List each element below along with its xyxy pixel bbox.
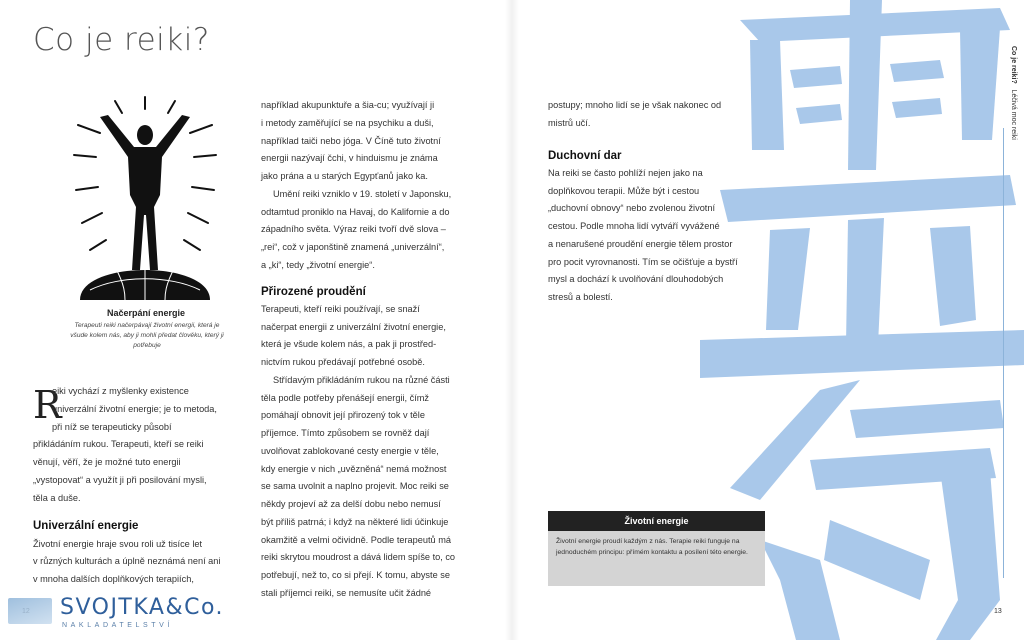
text-line: například akupunktuře a šia-cu; využívají ji	[261, 100, 435, 110]
info-box-text: Životní energie proudí každým z nás. Terapie reiki funguje na jednoduchém principu: přímém kontaktu a posílení této energie.	[556, 538, 748, 556]
text-line: univerzální životní energie; je to metoda,	[52, 403, 217, 414]
text-line: cestou. Podle mnoha lidí vytváří vyvážené	[548, 221, 720, 232]
energy-figure-illustration	[70, 95, 220, 300]
text-line: potřebují, než to, co si přejí. K tomu, abyste se	[261, 570, 450, 581]
text-line: „vystopovat“ a využít ji při posilování mysli,	[33, 474, 207, 485]
section-heading: Duchovní dar	[548, 149, 622, 162]
text-line: „duchovní obnovy“ nebo zvolenou životní	[548, 203, 716, 214]
text-line: okamžitě a velmi očividně. Podle terapeutů má	[261, 534, 451, 545]
text-line: stali příjemci reiki, se nemusíte učit žádné	[261, 587, 432, 598]
text-line: „rei“, což v japonštině znamená „univerzální“,	[261, 242, 445, 252]
text-line: v různých kulturách a úplně neznámá není ani	[33, 556, 221, 567]
text-line: reiki skrytou moudrost a dává lidem spíše to, co	[261, 552, 456, 563]
text-line: například taiči nebo jóga. V Číně tuto životní	[261, 135, 441, 146]
figure-caption-text: Terapeuti reiki načerpávají životní energii, která je všude kolem nás, aby ji mohli předat člověku, který ji potřebuje	[70, 322, 224, 350]
text-line: někdy projeví až za delší dobu nebo nemusí	[261, 499, 441, 510]
text-line: i metody zaměřující se na psychiku a duši,	[261, 117, 434, 128]
text-line: přikládáním rukou. Terapeuti, kteří se reiki	[33, 439, 204, 450]
publisher-logo-subtitle: NAKLADATELSTVÍ	[62, 622, 173, 629]
text-line: těla podle potřeby přenášejí energii, čímž	[261, 392, 430, 403]
text-line: věnují, věří, že je možné tuto energii	[33, 457, 181, 467]
text-line: Na reiki se často pohlíží nejen jako na	[548, 167, 703, 178]
text-line: Střídavým přikládáním rukou na různé části	[273, 374, 450, 385]
figure-caption-title: Načerpání energie	[106, 308, 186, 318]
text-line: Životní energie hraje svou roli už tisíce let	[33, 538, 203, 549]
page-title: Co je reiki?	[33, 22, 210, 58]
text-line: a „ki“, tedy „životní energie“.	[261, 259, 375, 270]
text-line: eiki vychází z myšlenky existence	[52, 386, 189, 396]
section-heading: Univerzální energie	[33, 520, 139, 533]
text-line: při níž se terapeuticky působí	[52, 421, 172, 432]
info-box-heading: Životní energie	[548, 511, 765, 531]
column-3	[548, 97, 768, 307]
text-line: energii nazývají čchi, v hinduismu je známa	[261, 153, 438, 164]
column-2	[261, 97, 486, 603]
info-box	[548, 531, 765, 586]
section-heading: Přirozené proudění	[261, 285, 366, 298]
text-line: a nenarušené proudění energie tělem prostor	[548, 238, 733, 249]
publisher-logo-mark	[8, 598, 52, 624]
text-line: mysl a dochází k uvolňování dlouhodobých	[548, 274, 724, 285]
publisher-logo	[8, 595, 225, 636]
column-1	[33, 383, 248, 589]
text-line: se sama uvolnit a naplno projevit. Moc reiki se	[261, 481, 449, 492]
drop-cap: R	[33, 383, 62, 427]
page-number-right: 13	[994, 608, 1002, 615]
text-line: doplňkovou terapii. Může být i cestou	[548, 185, 700, 196]
text-line: která je všude kolem nás, a pak ji prostřed-	[261, 339, 437, 350]
text-line: odtamtud proniklo na Havaj, do Kalifornie a do	[261, 206, 450, 217]
text-line: uvolňovat zablokované cesty energie v těle,	[261, 445, 439, 456]
text-line: v mnoha dalších doplňkových terapiích,	[33, 574, 194, 585]
text-line: příjemce. Tímto způsobem se rovněž dají	[261, 428, 430, 439]
text-line: postupy; mnoho lidí se je však nakonec od	[548, 100, 722, 110]
text-line: jako prána a u starých Egypťanů jako ka.	[261, 171, 428, 181]
book-gutter	[505, 0, 519, 640]
sidebar-rule	[1003, 128, 1004, 578]
text-line: pro pocit vyrovnanosti. Tím se očišťuje a bystří	[548, 256, 738, 267]
text-line: Terapeuti, kteří reiki používají, se snaží	[261, 303, 420, 314]
text-line: západního světa. Výraz reiki tvoří dvě slova –	[261, 224, 446, 235]
text-line: nictvím rukou předávají potřebné osobě.	[261, 357, 425, 368]
text-line: pomáhají obnovit její přirozený tok v těle	[261, 410, 425, 421]
text-line: načerpat energii z univerzální životní energie,	[261, 321, 446, 332]
text-line: Umění reiki vzniklo v 19. století v Japonsku,	[273, 188, 452, 199]
text-line: těla a duše.	[33, 492, 81, 503]
text-line: mistrů učí.	[548, 117, 591, 128]
text-line: být příliš patrná; i když na některé lidi účinkuje	[261, 516, 449, 527]
running-header	[1006, 46, 1018, 186]
text-line: kdy energie v nich „uvězněná“ nemá možnost	[261, 463, 447, 474]
publisher-logo-name: SVOJTKA&Co.	[60, 595, 225, 620]
text-line: stresů a bolestí.	[548, 292, 613, 303]
running-header-chapter: Co je reiki?	[1010, 46, 1017, 84]
running-header-book: Léčivá moc reiki	[1010, 89, 1017, 140]
